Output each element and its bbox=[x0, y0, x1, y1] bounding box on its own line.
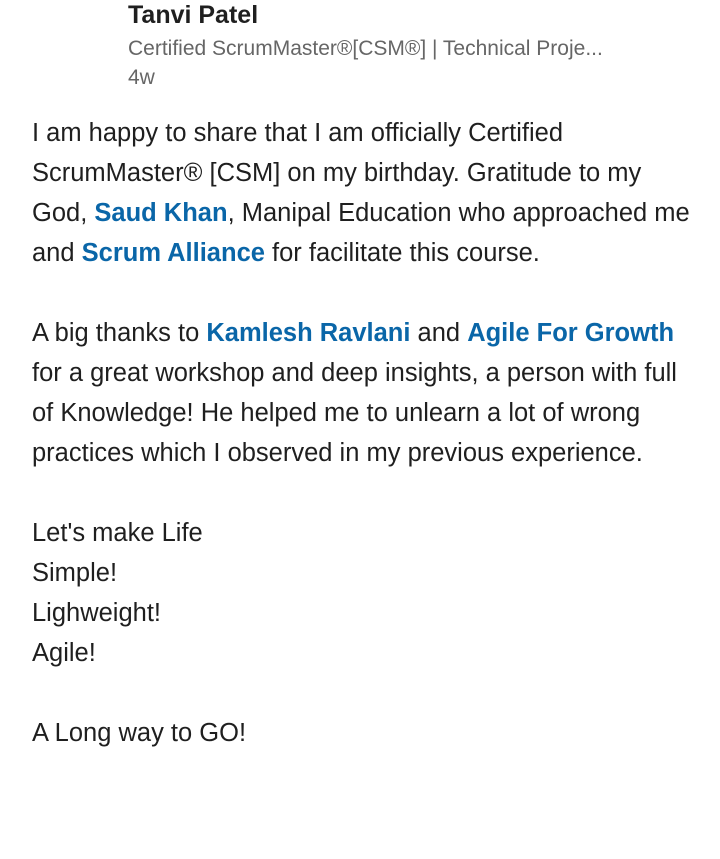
post-header bbox=[128, 0, 688, 91]
motto-line: Let's make Life bbox=[32, 519, 203, 547]
mention-scrum-alliance[interactable]: Scrum Alliance bbox=[81, 239, 265, 267]
motto-line: Agile! bbox=[32, 639, 96, 667]
post-paragraph-intro bbox=[32, 113, 702, 273]
author-name[interactable]: Tanvi Patel bbox=[128, 1, 259, 29]
paragraph-spacer bbox=[32, 473, 702, 513]
post-timestamp: 4w bbox=[128, 66, 155, 89]
post-paragraph-thanks bbox=[32, 313, 702, 473]
author-headline: Certified ScrumMaster®[CSM®] | Technical Proje... bbox=[128, 37, 603, 60]
post-paragraph-motto bbox=[32, 513, 702, 673]
paragraph-spacer bbox=[32, 273, 702, 313]
text-segment: A big thanks to bbox=[32, 319, 207, 347]
text-segment: and bbox=[410, 319, 468, 347]
mention-kamlesh-ravlani[interactable]: Kamlesh Ravlani bbox=[206, 319, 411, 347]
text-segment: , Manipal Education who approached me and bbox=[32, 199, 690, 267]
mention-agile-for-growth[interactable]: Agile For Growth bbox=[467, 319, 675, 347]
paragraph-spacer bbox=[32, 673, 702, 713]
post-paragraph-closing: A Long way to GO! bbox=[32, 719, 247, 747]
text-segment: for facilitate this course. bbox=[264, 239, 540, 267]
text-segment: for a great workshop and deep insights, a person with full of Knowledge! He helped me to unlearn a lot of wrong practices which I observed in my previous experience. bbox=[32, 319, 689, 467]
mention-saud-khan[interactable]: Saud Khan bbox=[94, 199, 228, 227]
post-body bbox=[32, 113, 702, 753]
text-segment: I am happy to share that I am officially Certified ScrumMaster® [CSM] on my birthday. Gratitude to my God, bbox=[32, 119, 642, 227]
motto-line: Lighweight! bbox=[32, 599, 162, 627]
motto-line: Simple! bbox=[32, 559, 118, 587]
